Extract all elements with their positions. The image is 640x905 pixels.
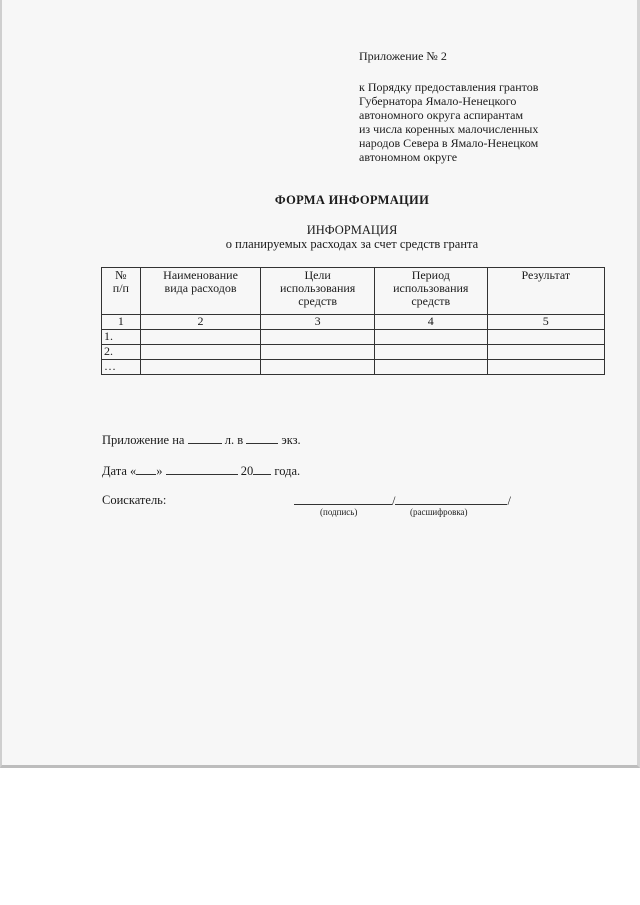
- attachment-line: [102, 432, 301, 448]
- table-header-row: [102, 268, 605, 315]
- applicant-label: Соискатель:: [102, 493, 167, 507]
- table-cell: [261, 360, 375, 375]
- appendix-line: к Порядку предоставления грантов: [359, 80, 539, 94]
- appendix-line: автономного округа аспирантам: [359, 108, 524, 122]
- header-text: Цели: [304, 268, 331, 282]
- appendix-line: народов Севера в Ямало-Ненецком: [359, 136, 539, 150]
- table-row: [102, 360, 605, 375]
- table-row: [102, 330, 605, 345]
- table-cell: [487, 330, 604, 345]
- row-number: 1.: [102, 330, 141, 345]
- form-title: ФОРМА ИНФОРМАЦИИ: [274, 193, 430, 207]
- signature-caption: (подпись): [320, 507, 358, 517]
- header-text: использования: [393, 281, 469, 295]
- appendix-line: автономном округе: [359, 150, 458, 164]
- header-text: Наименование: [163, 268, 238, 282]
- info-title: ИНФОРМАЦИЯ: [306, 223, 398, 237]
- copies-blank: [246, 432, 278, 444]
- header-text: Период: [411, 268, 450, 282]
- attachment-mid-label: л. в: [224, 433, 244, 447]
- appendix-line: Губернатора Ямало-Ненецкого: [359, 94, 517, 108]
- decoding-blank: [395, 493, 507, 505]
- table-cell: [140, 330, 261, 345]
- header-expense-type: [140, 268, 261, 315]
- sheets-blank: [188, 432, 222, 444]
- header-text: средств: [298, 294, 338, 308]
- date-suffix: года.: [274, 464, 301, 478]
- table-cell: [374, 330, 487, 345]
- column-number: 1: [102, 315, 141, 330]
- column-number: 3: [261, 315, 375, 330]
- date-quote: »: [156, 464, 163, 478]
- table-row: [102, 345, 605, 360]
- header-text: №: [115, 268, 127, 282]
- header-purpose: [261, 268, 375, 315]
- header-result: [487, 268, 604, 315]
- info-subtitle: о планируемых расходах за счет средств гранта: [225, 237, 479, 251]
- table-numbering-row: [102, 315, 605, 330]
- decoding-caption: (расшифровка): [410, 507, 468, 517]
- column-number: 5: [487, 315, 604, 330]
- table-cell: [261, 345, 375, 360]
- year-prefix: 20: [240, 464, 254, 478]
- row-number: 2.: [102, 345, 141, 360]
- date-label: Дата «: [102, 464, 137, 478]
- signature-end: /: [507, 494, 511, 508]
- date-line: [102, 463, 300, 479]
- appendix-number: Приложение № 2: [359, 49, 447, 63]
- table-cell: [261, 330, 375, 345]
- day-blank: [136, 463, 156, 475]
- table-cell: [140, 345, 261, 360]
- table-cell: [140, 360, 261, 375]
- attachment-suffix-label: экз.: [281, 433, 301, 447]
- year-blank: [253, 463, 271, 475]
- header-text: Результат: [521, 268, 571, 282]
- signature-separator: /: [392, 494, 396, 508]
- appendix-line: из числа коренных малочисленных: [359, 122, 539, 136]
- appendix-header: [359, 49, 609, 164]
- header-text: вида расходов: [164, 281, 237, 295]
- expenses-table: [101, 267, 605, 375]
- table-cell: [487, 360, 604, 375]
- column-number: 4: [374, 315, 487, 330]
- signature-blank: [294, 493, 392, 505]
- attachment-label: Приложение на: [102, 433, 185, 447]
- header-text: использования: [279, 281, 356, 295]
- table-cell: [487, 345, 604, 360]
- header-text: п/п: [112, 281, 129, 295]
- header-number: [102, 268, 141, 315]
- header-text: средств: [411, 294, 451, 308]
- row-number: …: [102, 360, 141, 375]
- month-blank: [166, 463, 238, 475]
- info-heading: [2, 223, 640, 251]
- column-number: 2: [140, 315, 261, 330]
- header-period: [374, 268, 487, 315]
- table-cell: [374, 345, 487, 360]
- table-cell: [374, 360, 487, 375]
